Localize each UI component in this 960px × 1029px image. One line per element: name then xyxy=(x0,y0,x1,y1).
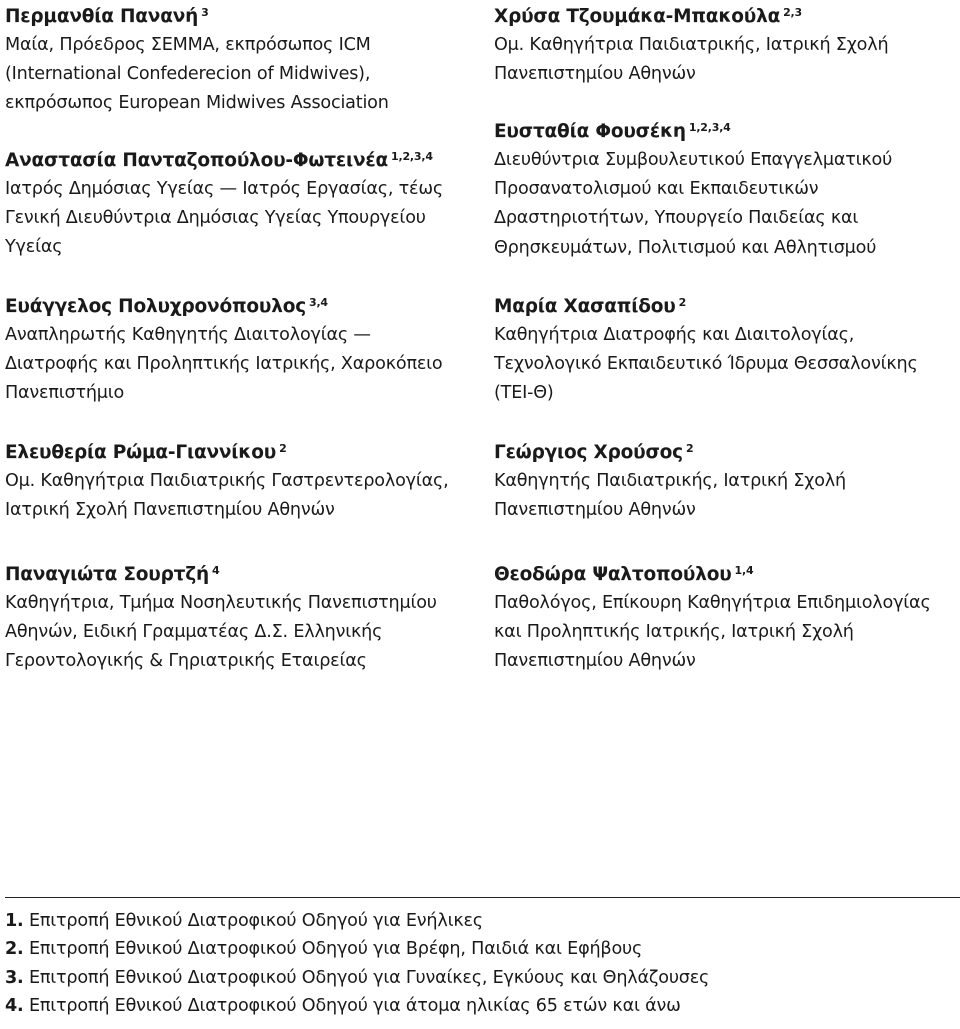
member-name: Χρύσα Τζουμάκα-Μπακούλα $^{2,3}$ xyxy=(494,6,802,27)
member-entry xyxy=(5,288,475,409)
committee-ref: 3 xyxy=(201,6,209,19)
member-description: Καθηγητής Παιδιατρικής, Ιατρική Σχολή Πανεπιστημίου Αθηνών xyxy=(494,471,846,521)
member-name: Μαρία Χασαπίδου $^2$ xyxy=(494,296,687,317)
footnote-text: Επιτροπή Εθνικού Διατροφικού Οδηγού για άτομα ηλικίας 65 ετών και άνω xyxy=(28,995,681,1016)
member-name: Ευσταθία Φουσέκη $^{1,2,3,4}$ xyxy=(494,121,731,142)
member-entry xyxy=(494,556,960,677)
member-description: Ομ. Καθηγήτρια Παιδιατρικής, Ιατρική Σχολή Πανεπιστημίου Αθηνών xyxy=(494,35,889,85)
member-name: Θεοδώρα Ψαλτοπούλου $^{1,4}$ xyxy=(494,564,754,585)
member-description: Διευθύντρια Συμβουλευτικού Επαγγελματικού Προσανατολισμού και Εκπαιδευτικών Δραστηριοτήτων, Υπουργείο Παιδείας και Θρησκευμάτων, Πολιτισμού και Αθλητισμού xyxy=(494,150,893,258)
committee-ref: 1,2,3,4 xyxy=(391,150,433,163)
member-description: Καθηγήτρια Διατροφής και Διαιτολογίας, Τεχνολογικό Εκπαιδευτικό Ίδρυμα Θεσσαλονίκης (ΤΕΙ-Θ) xyxy=(494,325,918,404)
member-entry xyxy=(5,0,475,119)
footnote-number: 2. xyxy=(5,939,24,960)
member-description: Αναπληρωτής Καθηγητής Διαιτολογίας — Διατροφής και Προληπτικής Ιατρικής, Χαροκόπειο Πανεπιστήμιο xyxy=(5,325,443,404)
footnote-text: Επιτροπή Εθνικού Διατροφικού Οδηγού για Γυναίκες, Εγκύους και Θηλάζουσες xyxy=(28,967,710,988)
footnote-item xyxy=(5,907,960,935)
member-name: Περμανθία Πανανή $^3$ xyxy=(5,6,209,27)
committee-ref: 2 xyxy=(279,442,287,455)
footnote-text: Επιτροπή Εθνικού Διατροφικού Οδηγού για Βρέφη, Παιδιά και Εφήβους xyxy=(28,939,643,960)
member-description: Μαία, Πρόεδρος ΣΕΜΜΑ, εκπρόσωπος ICM (International Confederecion of Midwives), εκπρόσωπος European Midwives Association xyxy=(5,35,389,114)
member-description: Παθολόγος, Επίκουρη Καθηγήτρια Επιδημιολογίας και Προληπτικής Ιατρικής, Ιατρική Σχολή Πανεπιστημίου Αθηνών xyxy=(494,593,931,672)
member-entry xyxy=(494,288,960,409)
footnote-number: 3. xyxy=(5,967,24,988)
member-description: Ομ. Καθηγήτρια Παιδιατρικής Γαστρεντερολογίας, Ιατρική Σχολή Πανεπιστημίου Αθηνών xyxy=(5,471,449,521)
footnote-divider xyxy=(5,897,960,898)
member-name: Ελευθερία Ρώμα-Γιαννίκου $^2$ xyxy=(5,442,287,463)
committee-ref: 2 xyxy=(685,442,694,455)
footnote-item xyxy=(5,935,960,963)
footnote-number: 1. xyxy=(5,911,24,931)
committee-ref: 1,4 xyxy=(734,564,754,577)
member-name: Παναγιώτα Σουρτζή $^4$ xyxy=(5,564,220,585)
committee-ref: 4 xyxy=(211,564,220,577)
member-entry xyxy=(494,0,960,89)
member-entry xyxy=(5,142,475,263)
member-name: Ευάγγελος Πολυχρονόπουλος $^{3,4}$ xyxy=(5,296,328,317)
committee-ref: 3,4 xyxy=(308,296,328,309)
member-name: Αναστασία Πανταζοπούλου-Φωτεινέα $^{1,2,3,4}$ xyxy=(5,150,433,171)
footnote-number: 4. xyxy=(5,995,24,1016)
member-entry xyxy=(494,434,960,525)
member-description: Καθηγήτρια, Τμήμα Νοσηλευτικής Πανεπιστημίου Αθηνών, Ειδική Γραμματέας Δ.Σ. Ελληνικής Γεροντολογικής & Γηριατρικής Εταιρείας xyxy=(5,593,437,672)
member-entry xyxy=(5,434,475,525)
footnote-item xyxy=(5,964,960,992)
member-entry xyxy=(494,113,960,263)
committee-ref: 2,3 xyxy=(783,6,802,19)
member-description: Ιατρός Δημόσιας Υγείας — Ιατρός Εργασίας, τέως Γενική Διευθύντρια Δημόσιας Υγείας Υπουργείου Υγείας xyxy=(5,179,444,258)
committee-ref: 1,2,3,4 xyxy=(688,121,731,134)
member-name: Γεώργιος Χρούσος $^2$ xyxy=(494,442,694,463)
footnote-item xyxy=(5,992,960,1020)
committee-ref: 2 xyxy=(678,296,687,309)
footnote-list xyxy=(5,907,960,1020)
footnote-text: Επιτροπή Εθνικού Διατροφικού Οδηγού για Ενήλικες xyxy=(28,911,483,931)
member-entry xyxy=(5,556,475,677)
